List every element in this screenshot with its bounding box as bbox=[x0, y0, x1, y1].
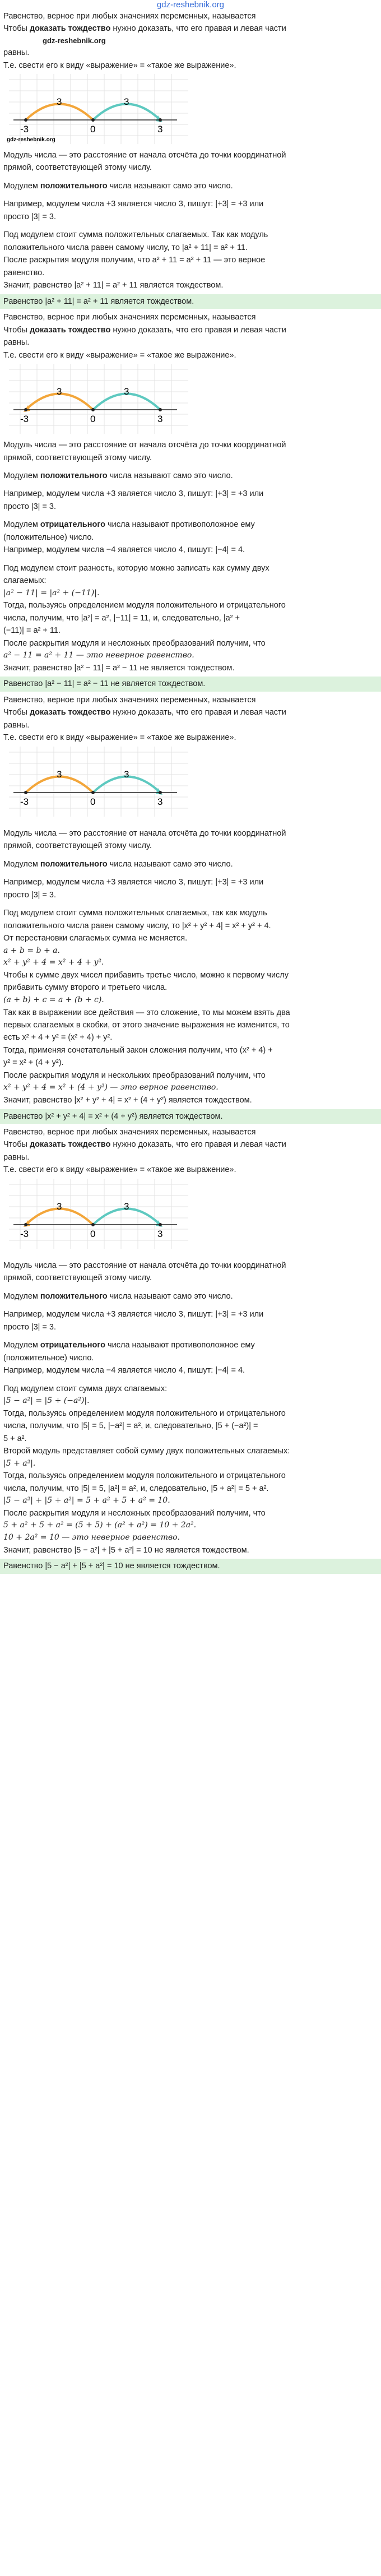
text-line: прямой, соответствующей этому числу. bbox=[3, 453, 152, 462]
intro-line: Чтобы доказать тождество нужно доказать, что его правая и левая части bbox=[3, 1140, 286, 1150]
number-line-svg bbox=[3, 1179, 194, 1252]
text-line: Чтобы к сумме двух чисел прибавить третье число, можно к первому числу bbox=[3, 970, 289, 980]
tick-label: 3 bbox=[157, 124, 163, 135]
intro-line: равны. bbox=[3, 1152, 30, 1162]
formula-line: 5 + a² + 5 + a² = (5 + 5) + (a² + a²) = 10 + 2a². bbox=[3, 1521, 197, 1530]
arc-label: 3 bbox=[57, 768, 62, 780]
text-line: Модулем положительного числа называют само это число. bbox=[3, 1291, 233, 1301]
intro-line: Т.е. свести его к виду «выражение» = «такое же выражение». bbox=[3, 733, 236, 743]
tick-label: 0 bbox=[90, 124, 96, 135]
arc-label: 3 bbox=[124, 96, 129, 108]
text-line: Модулем отрицательного числа называют противоположное ему bbox=[3, 1341, 255, 1350]
intro-line: Чтобы доказать тождество нужно доказать, что его правая и левая части bbox=[3, 708, 286, 717]
text-line: Модуль числа — это расстояние от начала отсчёта до точки координатной bbox=[3, 828, 286, 838]
arc-label: 3 bbox=[57, 386, 62, 397]
arc-label: 3 bbox=[57, 1201, 62, 1212]
intro-line: равны. bbox=[3, 48, 30, 58]
text-line: (−11)| = a² + 11. bbox=[3, 626, 61, 636]
number-line-figure bbox=[3, 747, 194, 819]
text-line: Модулем отрицательного числа называют противоположное ему bbox=[3, 520, 255, 530]
tick-label: 0 bbox=[90, 796, 96, 807]
arc-label: 3 bbox=[124, 768, 129, 780]
formula-line: |a² − 11| = |a² + (−11)|. bbox=[3, 588, 100, 597]
result-banner: Равенство |5 − a²| + |5 + a²| = 10 не является тождеством. bbox=[0, 1559, 381, 1573]
formula-line: a + b = b + a. bbox=[3, 946, 60, 955]
text-line: Модулем положительного числа называют само это число. bbox=[3, 181, 233, 191]
intro-line: Т.е. свести его к виду «выражение» = «такое же выражение». bbox=[3, 61, 236, 70]
text-line: просто |3| = 3. bbox=[3, 212, 57, 221]
text-line: положительного числа равен самому числу, то |x² + y² + 4| = x² + y² + 4. bbox=[3, 921, 271, 930]
tick-label: 3 bbox=[157, 1228, 163, 1239]
text-line: Значит, равенство |a² − 11| = a² − 11 не является тождеством. bbox=[3, 663, 235, 673]
intro-line: Равенство, верное при любых значениях переменных, называется bbox=[3, 695, 256, 705]
text-line: Тогда, пользуясь определением модуля положительного и отрицательного bbox=[3, 1409, 286, 1418]
text-line: Тогда, пользуясь определением модуля положительного и отрицательного bbox=[3, 1471, 286, 1481]
text-line: есть x² + 4 + y² = (x² + 4) + y². bbox=[3, 1033, 113, 1043]
formula-line: a² − 11 = a² + 11 — это неверное равенство. bbox=[3, 651, 194, 660]
tick-label: 0 bbox=[90, 1228, 96, 1239]
intro-line: Равенство, верное при любых значениях переменных, называется bbox=[3, 313, 256, 322]
text-line: После раскрытия модуля и несложных преобразований получим, что bbox=[3, 1508, 266, 1518]
text-line: Под модулем стоит разность, которую можно записать как сумму двух bbox=[3, 563, 270, 573]
text-line: 5 + a². bbox=[3, 1434, 27, 1443]
number-line-figure bbox=[3, 364, 194, 437]
solution-section-2 bbox=[3, 311, 378, 692]
text-line: Модуль числа — это расстояние от начала отсчёта до точки координатной bbox=[3, 1261, 286, 1270]
text-line: прямой, соответствующей этому числу. bbox=[3, 1273, 152, 1283]
intro-line: Чтобы доказать тождество нужно доказать, что его правая и левая части bbox=[3, 24, 286, 34]
number-line-figure bbox=[3, 74, 194, 147]
text-line: просто |3| = 3. bbox=[3, 1322, 57, 1332]
arc-label: 3 bbox=[57, 96, 62, 108]
number-line-svg bbox=[3, 364, 194, 437]
text-line: Модулем положительного числа называют само это число. bbox=[3, 471, 233, 480]
tick-label: 0 bbox=[90, 414, 96, 425]
intro-line: равны. bbox=[3, 338, 30, 348]
text-line: После раскрытия модуля получим, что a² + 11 = a² + 11 — это верное bbox=[3, 256, 266, 265]
text-line: Модуль числа — это расстояние от начала отсчёта до точки координатной bbox=[3, 441, 286, 450]
text-line: Под модулем стоит сумма положительных слагаемых, так как модуль bbox=[3, 909, 267, 918]
solution-section-1 bbox=[3, 10, 378, 309]
text-line: Значит, равенство |a² + 11| = a² + 11 является тождеством. bbox=[3, 281, 224, 290]
text-line: Значит, равенство |5 − a²| + |5 + a²| = 10 не является тождеством. bbox=[3, 1545, 249, 1555]
tick-label: -3 bbox=[20, 414, 29, 425]
tick-label: -3 bbox=[20, 796, 29, 807]
arc-label: 3 bbox=[124, 1201, 129, 1212]
text-line: равенство. bbox=[3, 268, 45, 277]
text-line: Например, модулем числа −4 является число 4, пишут: |−4| = 4. bbox=[3, 1366, 245, 1375]
formula-line: 10 + 2a² = 10 — это неверное равенство. bbox=[3, 1533, 180, 1542]
intro-line: Чтобы доказать тождество нужно доказать, что его правая и левая части bbox=[3, 325, 286, 335]
watermark: gdz-reshebnik.org bbox=[43, 36, 106, 45]
text-line: Например, модулем числа −4 является число 4, пишут: |−4| = 4. bbox=[3, 545, 245, 555]
tick-label: 3 bbox=[157, 414, 163, 425]
text-line: После раскрытия модуля и нескольких преобразований получим, что bbox=[3, 1071, 266, 1080]
number-line-svg bbox=[3, 74, 194, 147]
formula-line: (a + b) + c = a + (b + c). bbox=[3, 995, 104, 1004]
arc-label: 3 bbox=[124, 386, 129, 397]
formula-line: |5 − a²| + |5 + a²| = 5 + a² + 5 + a² = 10. bbox=[3, 1496, 170, 1505]
text-line: положительного числа равен самому числу, то |a² + 11| = a² + 11. bbox=[3, 243, 248, 252]
text-line: Тогда, пользуясь определением модуля положительного и отрицательного bbox=[3, 601, 286, 610]
result-banner: Равенство |a² − 11| = a² − 11 не является тождеством. bbox=[0, 677, 381, 691]
tick-label: -3 bbox=[20, 1228, 29, 1239]
text-line: Например, модулем числа +3 является число 3, пишут: |+3| = +3 или bbox=[3, 1310, 264, 1319]
text-line: Так как в выражении все действия — это сложение, то мы можем взять два bbox=[3, 1008, 290, 1017]
tick-label: 3 bbox=[157, 796, 163, 807]
text-line: просто |3| = 3. bbox=[3, 502, 57, 511]
number-line-svg bbox=[3, 747, 194, 819]
text-line: числа, получим, что |5| = 5, |a²| = a², и, следовательно, |5 + a²| = 5 + a². bbox=[3, 1484, 269, 1493]
intro-line: равны. bbox=[3, 720, 30, 730]
text-line: прямой, соответствующей этому числу. bbox=[3, 163, 152, 173]
formula-line: |5 + a²|. bbox=[3, 1458, 36, 1468]
solution-section-4 bbox=[3, 1126, 378, 1574]
text-line: Например, модулем числа +3 является число 3, пишут: |+3| = +3 или bbox=[3, 489, 264, 499]
text-line: y² = x² + (4 + y²). bbox=[3, 1058, 64, 1068]
text-line: (положительное) число. bbox=[3, 1353, 94, 1363]
text-line: числа, получим, что |a²| = a², |−11| = 11, и, следовательно, |a² + bbox=[3, 613, 240, 623]
formula-line: x² + y² + 4 = x² + 4 + y². bbox=[3, 958, 104, 967]
text-line: первых слагаемых в скобки, от этого значение выражения не изменится, то bbox=[3, 1021, 290, 1030]
formula-line: |5 − a²| = |5 + (−a²)|. bbox=[3, 1396, 90, 1406]
formula-line: x² + y² + 4 = x² + (4 + y²) — это верное равенство. bbox=[3, 1083, 219, 1092]
text-line: Тогда, применяя сочетательный закон сложения получим, что (x² + 4) + bbox=[3, 1045, 273, 1055]
text-line: Под модулем стоит сумма положительных слагаемых. Так как модуль bbox=[3, 230, 268, 240]
intro-line: Равенство, верное при любых значениях переменных, называется bbox=[3, 1127, 256, 1137]
text-line: числа, получим, что |5| = 5, |−a²| = a², и, следовательно, |5 + (−a²)| = bbox=[3, 1421, 258, 1431]
text-line: Модулем положительного числа называют само это число. bbox=[3, 859, 233, 869]
text-line: Например, модулем числа +3 является число 3, пишут: |+3| = +3 или bbox=[3, 878, 264, 887]
text-line: Значит, равенство |x² + y² + 4| = x² + (4 + y²) является тождеством. bbox=[3, 1096, 252, 1105]
text-line: прибавить сумму второго и третьего числа. bbox=[3, 983, 168, 993]
text-line: просто |3| = 3. bbox=[3, 890, 57, 900]
watermark: gdz-reshebnik.org bbox=[7, 137, 55, 143]
tick-label: -3 bbox=[20, 124, 29, 135]
text-line: Под модулем стоит сумма двух слагаемых: bbox=[3, 1384, 168, 1393]
text-line: слагаемых: bbox=[3, 576, 47, 586]
intro-line: Т.е. свести его к виду «выражение» = «такое же выражение». bbox=[3, 350, 236, 360]
text-line: (положительное) число. bbox=[3, 532, 94, 542]
text-line: Второй модуль представляет собой сумму двух положительных слагаемых: bbox=[3, 1447, 290, 1456]
result-banner: Равенство |a² + 11| = a² + 11 является тождеством. bbox=[0, 294, 381, 309]
number-line-figure bbox=[3, 1179, 194, 1252]
result-banner: Равенство |x² + y² + 4| = x² + (4 + y²) является тождеством. bbox=[0, 1109, 381, 1124]
text-line: От перестановки слагаемых сумма не меняется. bbox=[3, 934, 188, 943]
text-line: Например, модулем числа +3 является число 3, пишут: |+3| = +3 или bbox=[3, 200, 264, 209]
text-line: Модуль числа — это расстояние от начала отсчёта до точки координатной bbox=[3, 151, 286, 160]
site-header[interactable]: gdz-reshebnik.org bbox=[156, 0, 225, 10]
solution-section-3 bbox=[3, 694, 378, 1124]
text-line: прямой, соответствующей этому числу. bbox=[3, 841, 152, 851]
bold-term: доказать тождество bbox=[29, 24, 111, 34]
text-line: После раскрытия модуля и несложных преобразований получим, что bbox=[3, 638, 266, 648]
intro-line: Равенство, верное при любых значениях переменных, называется bbox=[3, 12, 256, 21]
intro-line: Т.е. свести его к виду «выражение» = «такое же выражение». bbox=[3, 1165, 236, 1175]
